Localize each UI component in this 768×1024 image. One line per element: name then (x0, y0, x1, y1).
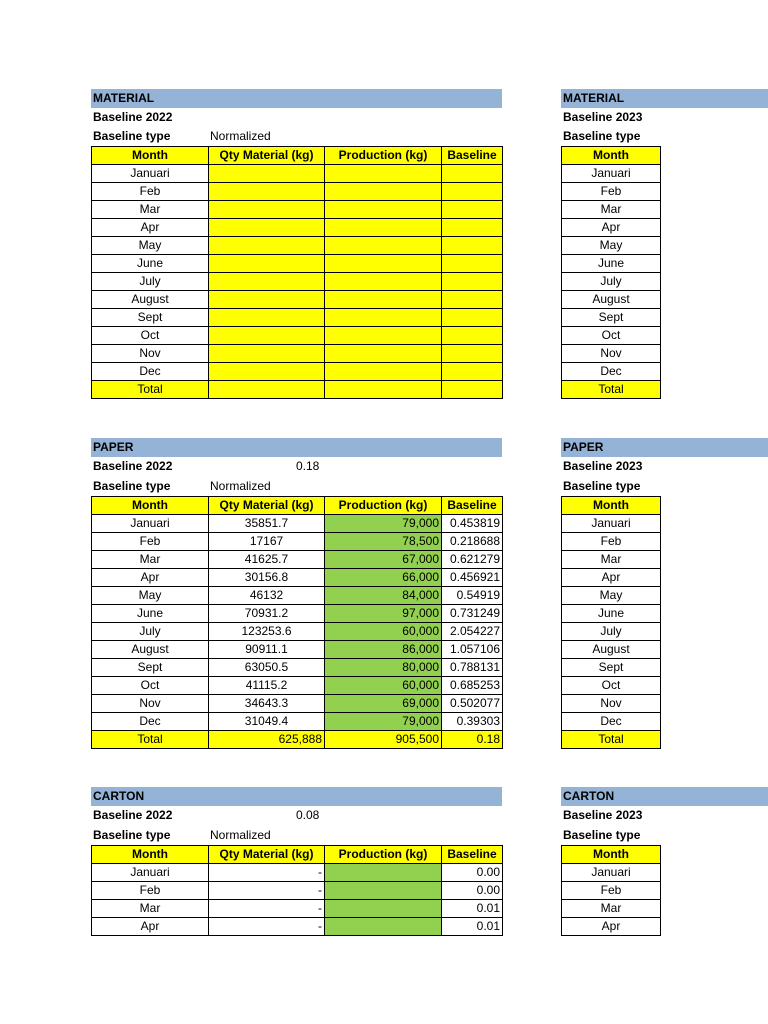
table-row (92, 551, 503, 569)
month-cell: August (562, 641, 661, 659)
month-cell: Apr (562, 918, 661, 936)
production-cell (325, 918, 442, 936)
table-row (562, 900, 661, 918)
table-row (92, 605, 503, 623)
paper-2023-table (561, 496, 661, 749)
table-row (562, 641, 661, 659)
table-row (92, 219, 503, 237)
baseline-cell: 0.456921 (442, 569, 503, 587)
qty-cell: 70931.2 (209, 605, 325, 623)
table-row (562, 183, 661, 201)
production-cell: 60,000 (325, 623, 442, 641)
paper-baseline-label: Baseline 2022 (93, 459, 173, 473)
qty-cell (209, 183, 325, 201)
month-cell: July (562, 273, 661, 291)
material-baseline-type-label: Baseline type (93, 129, 171, 143)
qty-cell (209, 309, 325, 327)
total-label: Total (562, 381, 661, 399)
carton-table (91, 845, 503, 936)
table-row (92, 183, 503, 201)
month-cell: Januari (92, 165, 209, 183)
header-baseline: Baseline (442, 846, 503, 864)
production-cell: 78,500 (325, 533, 442, 551)
production-cell: 67,000 (325, 551, 442, 569)
table-row (562, 713, 661, 731)
table-row (562, 677, 661, 695)
baseline-cell (442, 273, 503, 291)
month-cell: Dec (562, 363, 661, 381)
month-cell: Sept (562, 309, 661, 327)
baseline-cell: 1.057106 (442, 641, 503, 659)
month-cell: Oct (92, 327, 209, 345)
production-cell: 84,000 (325, 587, 442, 605)
total-label: Total (92, 381, 209, 399)
month-cell: Apr (92, 918, 209, 936)
month-cell: June (562, 605, 661, 623)
qty-cell: 34643.3 (209, 695, 325, 713)
month-cell: Apr (92, 569, 209, 587)
production-cell (325, 882, 442, 900)
material-baseline-label: Baseline 2022 (93, 110, 173, 124)
table-row (562, 327, 661, 345)
month-cell: Nov (92, 695, 209, 713)
table-row (562, 291, 661, 309)
carton-2023-baseline-label: Baseline 2023 (563, 808, 643, 822)
table-row (92, 900, 503, 918)
production-cell (325, 219, 442, 237)
month-cell: July (562, 623, 661, 641)
month-cell: Feb (92, 183, 209, 201)
qty-cell: 41625.7 (209, 551, 325, 569)
table-row (562, 882, 661, 900)
production-cell (325, 237, 442, 255)
paper-baseline-type-value: Normalized (210, 479, 271, 493)
month-cell: August (92, 641, 209, 659)
table-row (562, 587, 661, 605)
paper-table (91, 496, 503, 749)
table-row (92, 255, 503, 273)
month-cell: Feb (562, 533, 661, 551)
baseline-cell: 0.788131 (442, 659, 503, 677)
material-2023-baseline-type-label: Baseline type (563, 129, 641, 143)
qty-cell: 63050.5 (209, 659, 325, 677)
production-cell (325, 327, 442, 345)
month-cell: Mar (562, 900, 661, 918)
material-baseline-type-value: Normalized (210, 129, 271, 143)
month-cell: July (92, 623, 209, 641)
table-row (92, 864, 503, 882)
baseline-cell: 0.502077 (442, 695, 503, 713)
baseline-cell: 0.54919 (442, 587, 503, 605)
header-month: Month (92, 846, 209, 864)
qty-cell: 31049.4 (209, 713, 325, 731)
table-row (92, 533, 503, 551)
baseline-cell (442, 345, 503, 363)
table-row (92, 569, 503, 587)
carton-baseline-type-value: Normalized (210, 828, 271, 842)
month-cell: Apr (92, 219, 209, 237)
table-row (562, 918, 661, 936)
table-row (562, 695, 661, 713)
baseline-cell: 0.218688 (442, 533, 503, 551)
month-cell: Januari (562, 165, 661, 183)
header-baseline: Baseline (442, 147, 503, 165)
table-row (92, 587, 503, 605)
month-cell: Dec (562, 713, 661, 731)
qty-cell (209, 219, 325, 237)
table-row (562, 569, 661, 587)
month-cell: Nov (562, 695, 661, 713)
month-cell: Mar (92, 551, 209, 569)
table-row (92, 273, 503, 291)
material-2023-table (561, 146, 661, 399)
production-cell: 69,000 (325, 695, 442, 713)
table-row (92, 641, 503, 659)
production-cell (325, 864, 442, 882)
baseline-cell (442, 201, 503, 219)
qty-cell: - (209, 864, 325, 882)
baseline-cell (442, 237, 503, 255)
production-cell (325, 201, 442, 219)
paper-section-title: PAPER (91, 438, 502, 457)
month-cell: Mar (562, 551, 661, 569)
qty-cell (209, 201, 325, 219)
month-cell: June (92, 605, 209, 623)
month-cell: May (92, 587, 209, 605)
baseline-cell: 0.621279 (442, 551, 503, 569)
paper-2023-section-title: PAPER (561, 438, 768, 457)
production-cell (325, 273, 442, 291)
table-row (92, 623, 503, 641)
month-cell: Oct (562, 677, 661, 695)
qty-cell (209, 345, 325, 363)
header-production: Production (kg) (325, 147, 442, 165)
qty-cell (209, 327, 325, 345)
qty-cell: - (209, 900, 325, 918)
table-row (562, 551, 661, 569)
table-row (562, 165, 661, 183)
carton-baseline-value: 0.08 (296, 808, 320, 822)
table-row (562, 363, 661, 381)
total-production: 905,500 (325, 731, 442, 749)
header-baseline: Baseline (442, 497, 503, 515)
production-cell: 86,000 (325, 641, 442, 659)
qty-cell (209, 363, 325, 381)
baseline-cell (442, 309, 503, 327)
baseline-cell (442, 327, 503, 345)
qty-cell: - (209, 918, 325, 936)
table-row (92, 918, 503, 936)
month-cell: Feb (92, 533, 209, 551)
month-cell: May (562, 237, 661, 255)
month-cell: May (562, 587, 661, 605)
baseline-cell: 0.453819 (442, 515, 503, 533)
material-table (91, 146, 503, 399)
month-cell: Oct (562, 327, 661, 345)
paper-2023-baseline-label: Baseline 2023 (563, 459, 643, 473)
table-row (92, 291, 503, 309)
month-cell: Januari (92, 515, 209, 533)
header-qty: Qty Material (kg) (209, 147, 325, 165)
qty-cell (209, 291, 325, 309)
total-label: Total (562, 731, 661, 749)
month-cell: Apr (562, 219, 661, 237)
paper-2023-baseline-type-label: Baseline type (563, 479, 641, 493)
carton-2023-baseline-type-label: Baseline type (563, 828, 641, 842)
production-cell: 66,000 (325, 569, 442, 587)
baseline-cell: 0.01 (442, 918, 503, 936)
table-row (92, 713, 503, 731)
material-2023-baseline-label: Baseline 2023 (563, 110, 643, 124)
table-row (92, 677, 503, 695)
table-row (92, 237, 503, 255)
production-cell: 60,000 (325, 677, 442, 695)
month-cell: Sept (92, 309, 209, 327)
month-cell: August (562, 291, 661, 309)
qty-cell (209, 165, 325, 183)
header-qty: Qty Material (kg) (209, 497, 325, 515)
total-production (325, 381, 442, 399)
carton-2023-section-title: CARTON (561, 787, 768, 806)
month-cell: Oct (92, 677, 209, 695)
production-cell (325, 309, 442, 327)
baseline-cell: 0.00 (442, 864, 503, 882)
table-row (562, 533, 661, 551)
baseline-cell (442, 255, 503, 273)
qty-cell: 17167 (209, 533, 325, 551)
month-cell: Mar (562, 201, 661, 219)
table-row (92, 201, 503, 219)
month-cell: Mar (92, 900, 209, 918)
month-cell: Sept (92, 659, 209, 677)
qty-cell: 35851.7 (209, 515, 325, 533)
month-cell: Feb (562, 882, 661, 900)
month-cell: Feb (92, 882, 209, 900)
carton-section-title: CARTON (91, 787, 502, 806)
carton-baseline-label: Baseline 2022 (93, 808, 173, 822)
total-label: Total (92, 731, 209, 749)
table-row (562, 255, 661, 273)
baseline-cell (442, 165, 503, 183)
table-row (562, 237, 661, 255)
table-row (92, 695, 503, 713)
qty-cell: - (209, 882, 325, 900)
paper-baseline-value: 0.18 (296, 459, 320, 473)
production-cell: 97,000 (325, 605, 442, 623)
baseline-cell: 0.01 (442, 900, 503, 918)
table-row (92, 309, 503, 327)
header-production: Production (kg) (325, 497, 442, 515)
month-cell: July (92, 273, 209, 291)
table-row (92, 515, 503, 533)
qty-cell (209, 255, 325, 273)
header-month: Month (92, 147, 209, 165)
table-row (562, 309, 661, 327)
month-cell: Apr (562, 569, 661, 587)
table-row (562, 273, 661, 291)
baseline-cell (442, 219, 503, 237)
table-row (92, 882, 503, 900)
table-row (562, 605, 661, 623)
baseline-cell (442, 183, 503, 201)
material-section-title: MATERIAL (91, 89, 502, 108)
total-baseline (442, 381, 503, 399)
baseline-cell: 0.731249 (442, 605, 503, 623)
production-cell: 79,000 (325, 713, 442, 731)
total-qty: 625,888 (209, 731, 325, 749)
production-cell (325, 345, 442, 363)
table-row (562, 623, 661, 641)
table-row (562, 659, 661, 677)
production-cell (325, 183, 442, 201)
baseline-cell: 0.685253 (442, 677, 503, 695)
baseline-cell (442, 363, 503, 381)
production-cell (325, 900, 442, 918)
header-qty: Qty Material (kg) (209, 846, 325, 864)
production-cell: 80,000 (325, 659, 442, 677)
qty-cell (209, 237, 325, 255)
total-baseline: 0.18 (442, 731, 503, 749)
header-month: Month (562, 497, 661, 515)
month-cell: August (92, 291, 209, 309)
table-row (92, 345, 503, 363)
table-row (92, 327, 503, 345)
production-cell (325, 165, 442, 183)
qty-cell: 90911.1 (209, 641, 325, 659)
table-row (562, 201, 661, 219)
month-cell: Januari (92, 864, 209, 882)
month-cell: June (92, 255, 209, 273)
month-cell: Nov (92, 345, 209, 363)
header-month: Month (92, 497, 209, 515)
table-row (562, 864, 661, 882)
production-cell (325, 363, 442, 381)
table-row (562, 219, 661, 237)
paper-baseline-type-label: Baseline type (93, 479, 171, 493)
header-month: Month (562, 846, 661, 864)
qty-cell: 30156.8 (209, 569, 325, 587)
header-production: Production (kg) (325, 846, 442, 864)
carton-baseline-type-label: Baseline type (93, 828, 171, 842)
month-cell: Dec (92, 713, 209, 731)
header-month: Month (562, 147, 661, 165)
month-cell: Sept (562, 659, 661, 677)
material-2023-section-title: MATERIAL (561, 89, 768, 108)
baseline-cell: 0.39303 (442, 713, 503, 731)
month-cell: Nov (562, 345, 661, 363)
production-cell (325, 255, 442, 273)
qty-cell: 41115.2 (209, 677, 325, 695)
production-cell (325, 291, 442, 309)
table-row (92, 363, 503, 381)
month-cell: May (92, 237, 209, 255)
qty-cell (209, 273, 325, 291)
baseline-cell (442, 291, 503, 309)
total-qty (209, 381, 325, 399)
month-cell: June (562, 255, 661, 273)
table-row (562, 345, 661, 363)
month-cell: Mar (92, 201, 209, 219)
table-row (92, 165, 503, 183)
month-cell: Januari (562, 515, 661, 533)
month-cell: Dec (92, 363, 209, 381)
qty-cell: 123253.6 (209, 623, 325, 641)
baseline-cell: 2.054227 (442, 623, 503, 641)
baseline-cell: 0.00 (442, 882, 503, 900)
qty-cell: 46132 (209, 587, 325, 605)
month-cell: Feb (562, 183, 661, 201)
production-cell: 79,000 (325, 515, 442, 533)
table-row (562, 515, 661, 533)
month-cell: Januari (562, 864, 661, 882)
table-row (92, 659, 503, 677)
carton-2023-table (561, 845, 661, 936)
